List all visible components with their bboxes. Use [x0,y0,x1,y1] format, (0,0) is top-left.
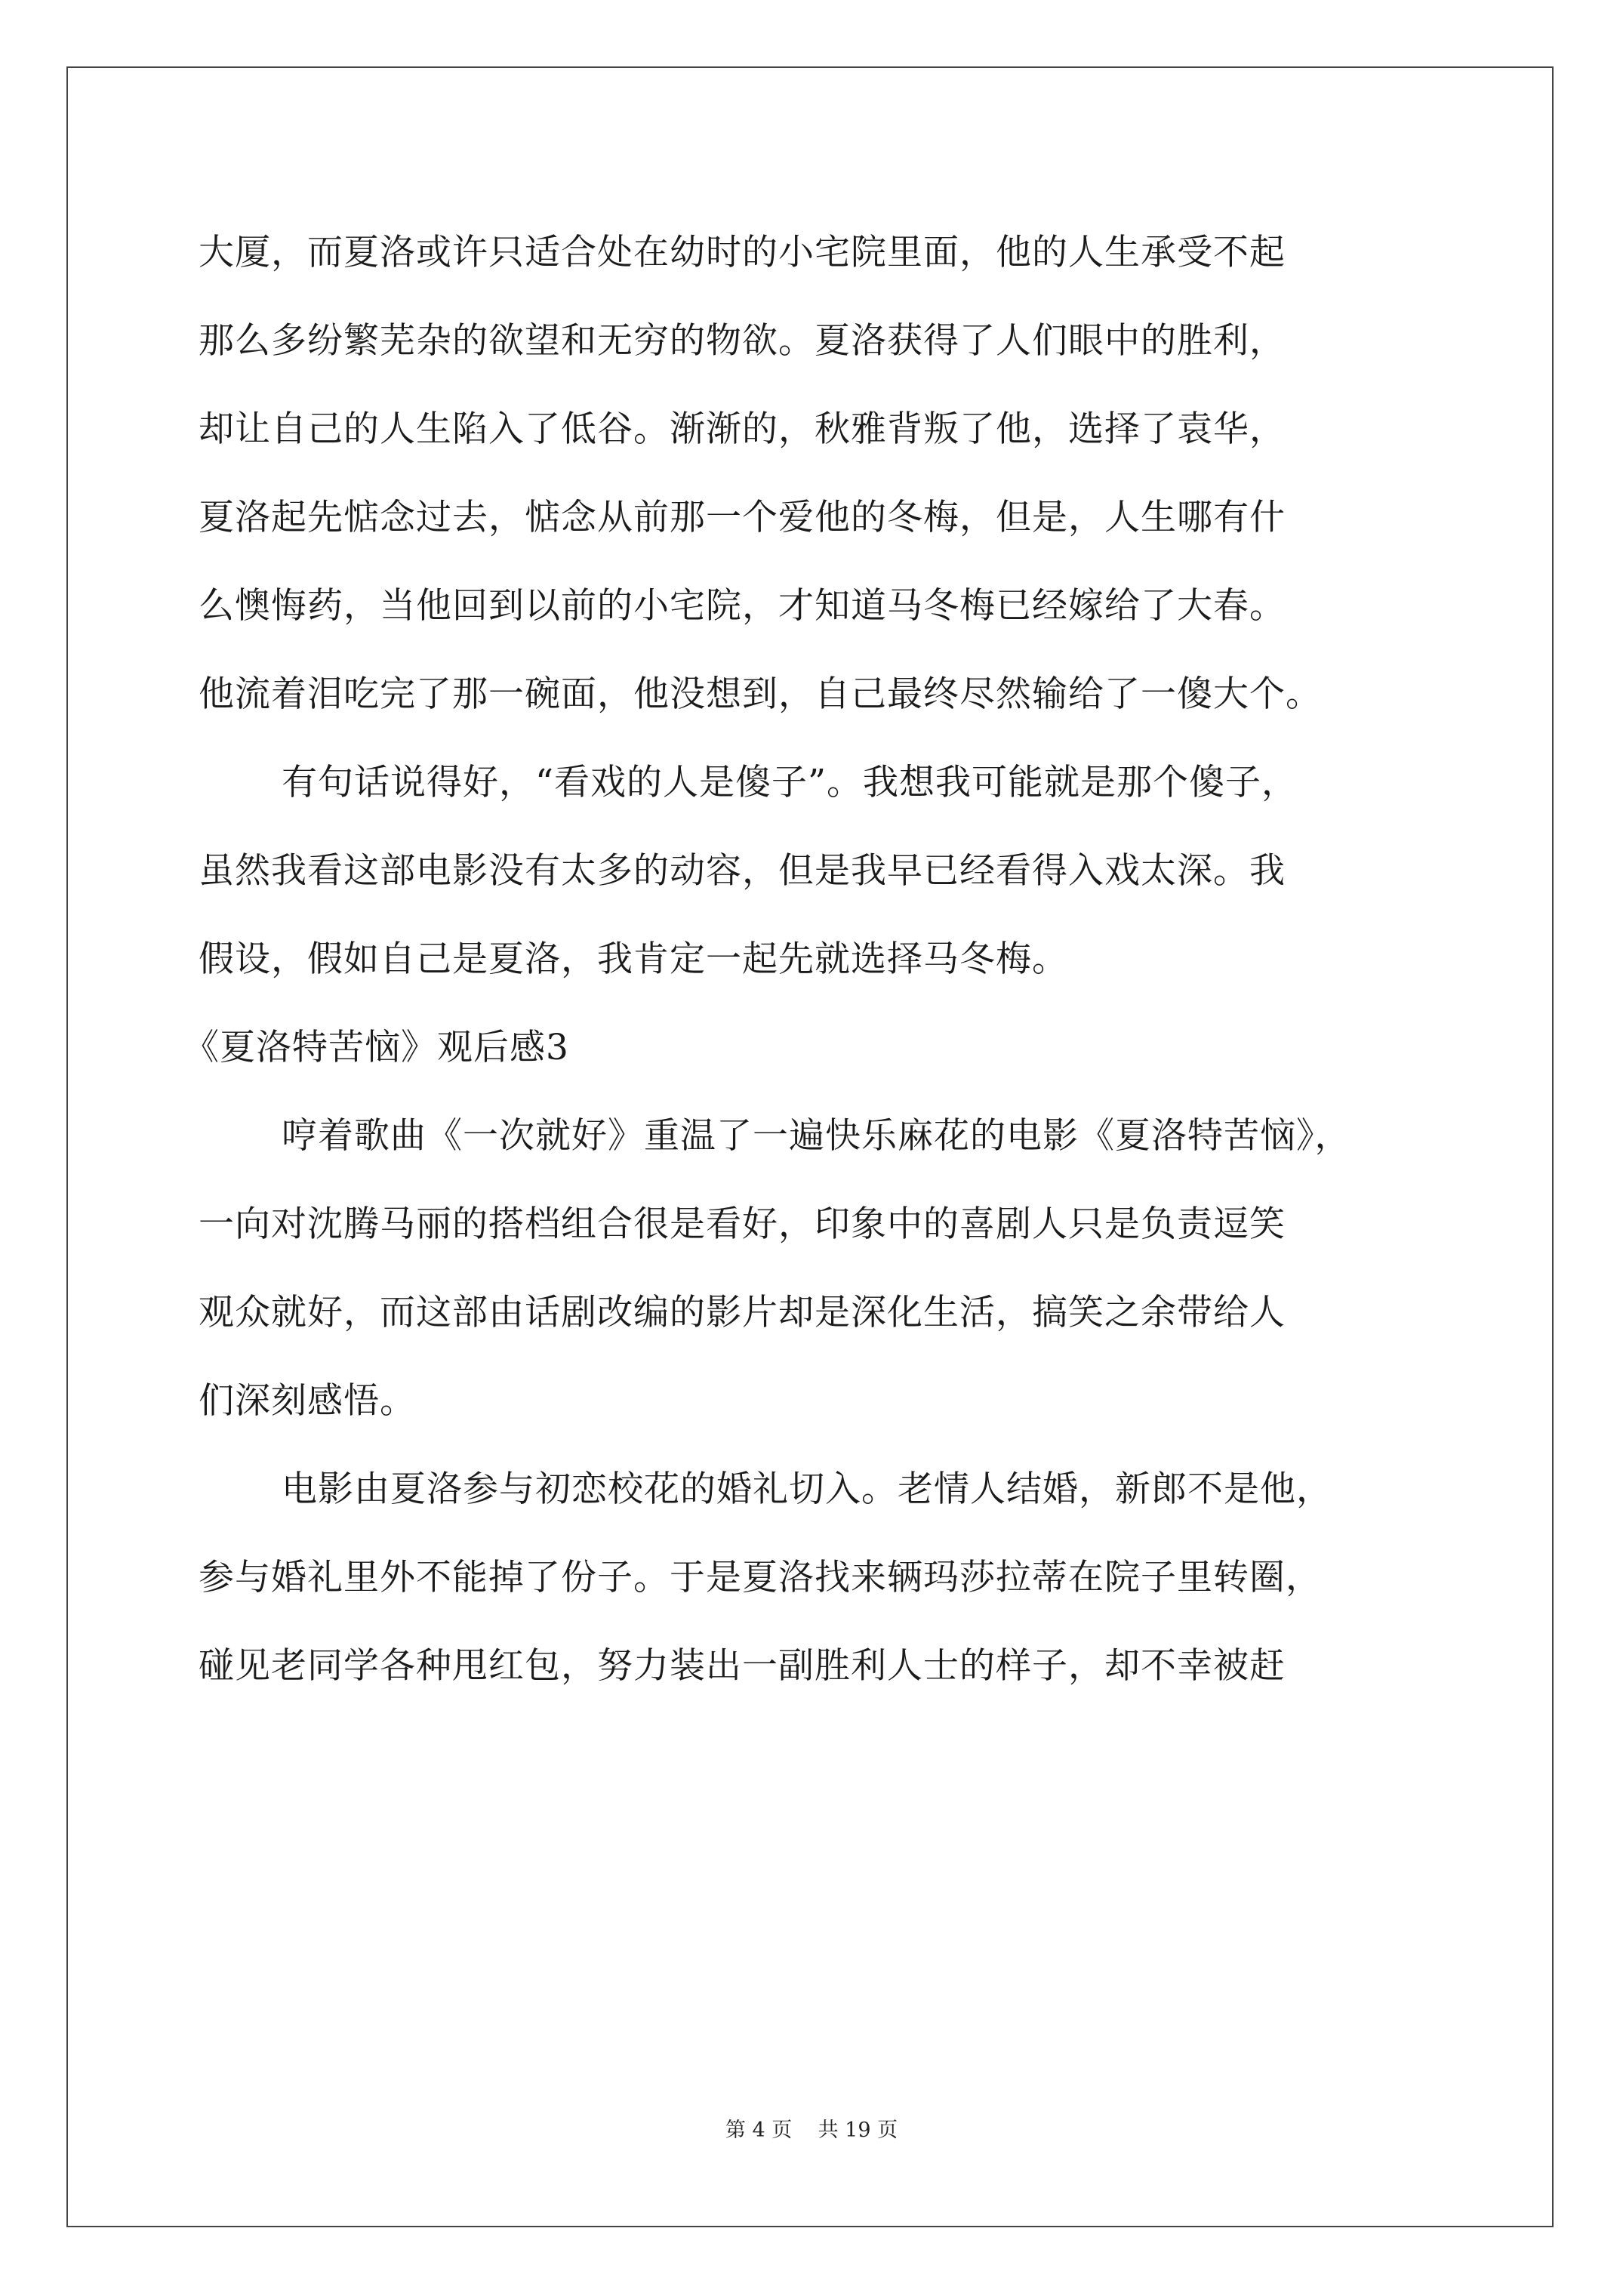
text-line: 大厦，而夏洛或许只适合处在幼时的小宅院里面，他的人生承受不起 [199,232,1286,273]
text-line: 那么多纷繁芜杂的欲望和无穷的物欲。夏洛获得了人们眼中的胜利， [199,320,1286,362]
page-footer [0,2117,1623,2144]
text-line: 们深刻感悟。 [199,1380,416,1422]
page-total: 共 19 页 [818,2119,898,2142]
text-line: 假设，假如自己是夏洛，我肯定一起先就选择马冬梅。 [199,938,1068,980]
text-line: 一向对沈腾马丽的搭档组合很是看好，印象中的喜剧人只是负责逗笑 [199,1203,1286,1245]
page-number: 第 4 页 [725,2119,793,2142]
text-line: 碰见老同学各种甩红包，努力装出一副胜利人士的样子，却不幸被赶 [199,1645,1286,1687]
text-line: 么懊悔药，当他回到以前的小宅院，才知道马冬梅已经嫁给了大春。 [199,585,1286,627]
text-line: 他流着泪吃完了那一碗面，他没想到，自己最终尽然输给了一傻大个。 [199,673,1322,715]
text-line: 却让自己的人生陷入了低谷。渐渐的，秋雅背叛了他，选择了袁华， [199,408,1286,450]
text-line: 参与婚礼里外不能掉了份子。于是夏洛找来辆玛莎拉蒂在院子里转圈， [199,1557,1322,1598]
text-line: 夏洛起先惦念过去，惦念从前那一个爱他的冬梅，但是，人生哪有什 [199,497,1286,538]
paragraph-start-line: 有句话说得好，“看戏的人是傻子”。我想我可能就是那个傻子， [282,762,1298,803]
section-heading: 《夏洛特苦恼》观后感3 [183,1027,569,1068]
text-line: 观众就好，而这部由话剧改编的影片却是深化生活，搞笑之余带给人 [199,1292,1286,1333]
text-line: 虽然我看这部电影没有太多的动容，但是我早已经看得入戏太深。我 [199,850,1286,892]
paragraph-start-line: 电影由夏洛参与初恋校花的婚礼切入。老情人结婚，新郎不是他， [282,1469,1332,1510]
paragraph-start-line: 哼着歌曲《一次就好》重温了一遍快乐麻花的电影《夏洛特苦恼》， [282,1115,1351,1157]
